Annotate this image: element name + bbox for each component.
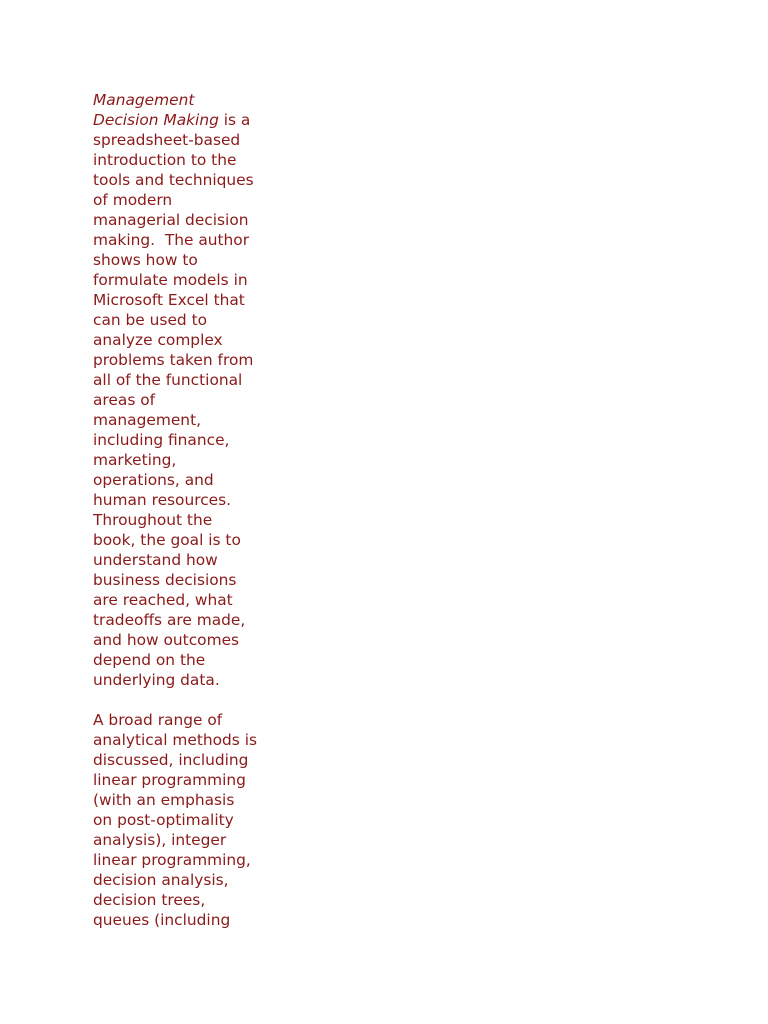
text-run: operations, and [93,471,214,489]
text-run: depend on the [93,651,206,669]
paragraph [93,90,289,690]
text-run: formulate models in [93,271,248,289]
text-run: discussed, including [93,751,249,769]
text-run: is a [218,111,251,129]
text-run: making. The author [93,231,250,249]
text-line [93,630,289,650]
text-line [93,230,289,250]
text-line [93,270,289,290]
text-line [93,650,289,670]
text-run: management, [93,411,201,429]
book-title-italic: Decision Making [93,111,219,129]
text-line [93,850,289,870]
text-run: tradeoffs are made, [93,611,246,629]
text-run: Microsoft Excel that [93,291,245,309]
text-line [93,90,289,110]
text-line [93,730,289,750]
text-run: are reached, what [93,591,233,609]
text-run: on post-optimality [93,811,234,829]
text-run: all of the functional [93,371,243,389]
text-line [93,130,289,150]
text-run: queues (including [93,911,231,929]
text-run: analyze complex [93,331,223,349]
text-line [93,770,289,790]
text-run: underlying data. [93,671,220,689]
text-line [93,710,289,730]
text-line [93,750,289,770]
text-run: analytical methods is [93,731,258,749]
text-line [93,370,289,390]
text-line [93,550,289,570]
text-line [93,510,289,530]
text-line [93,610,289,630]
text-run: decision trees, [93,891,206,909]
text-line [93,110,289,130]
text-line [93,170,289,190]
text-line [93,450,289,470]
text-run: and how outcomes [93,631,240,649]
book-title-italic: Management [93,91,195,109]
text-line [93,430,289,450]
text-run: book, the goal is to [93,531,241,549]
text-run: marketing, [93,451,177,469]
text-line [93,390,289,410]
text-run: understand how [93,551,218,569]
text-line [93,350,289,370]
text-run: Throughout the [93,511,213,529]
text-run: decision analysis, [93,871,229,889]
text-line [93,190,289,210]
text-run: tools and techniques [93,171,254,189]
text-line [93,890,289,910]
text-run: of modern [93,191,173,209]
text-run: A broad range of [93,711,223,729]
text-line [93,590,289,610]
text-run: spreadsheet-based [93,131,241,149]
text-run: analysis), integer [93,831,227,849]
text-line [93,330,289,350]
text-line [93,150,289,170]
text-line [93,910,289,930]
text-line [93,570,289,590]
text-run: including finance, [93,431,230,449]
text-run: business decisions [93,571,237,589]
text-line [93,490,289,510]
text-line [93,470,289,490]
text-run: areas of [93,391,156,409]
text-line [93,310,289,330]
text-run: human resources. [93,491,232,509]
text-line [93,210,289,230]
text-run: shows how to [93,251,198,269]
text-line [93,250,289,270]
text-line [93,830,289,850]
paragraph [93,710,289,930]
text-run: problems taken from [93,351,254,369]
text-line [93,810,289,830]
text-run: managerial decision [93,211,249,229]
text-run: (with an emphasis [93,791,235,809]
text-run: introduction to the [93,151,237,169]
text-line [93,790,289,810]
text-line [93,670,289,690]
text-run: can be used to [93,311,208,329]
text-column [93,90,289,930]
text-line [93,290,289,310]
text-run: linear programming [93,771,246,789]
text-run: linear programming, [93,851,251,869]
text-line [93,530,289,550]
text-line [93,870,289,890]
text-line [93,410,289,430]
